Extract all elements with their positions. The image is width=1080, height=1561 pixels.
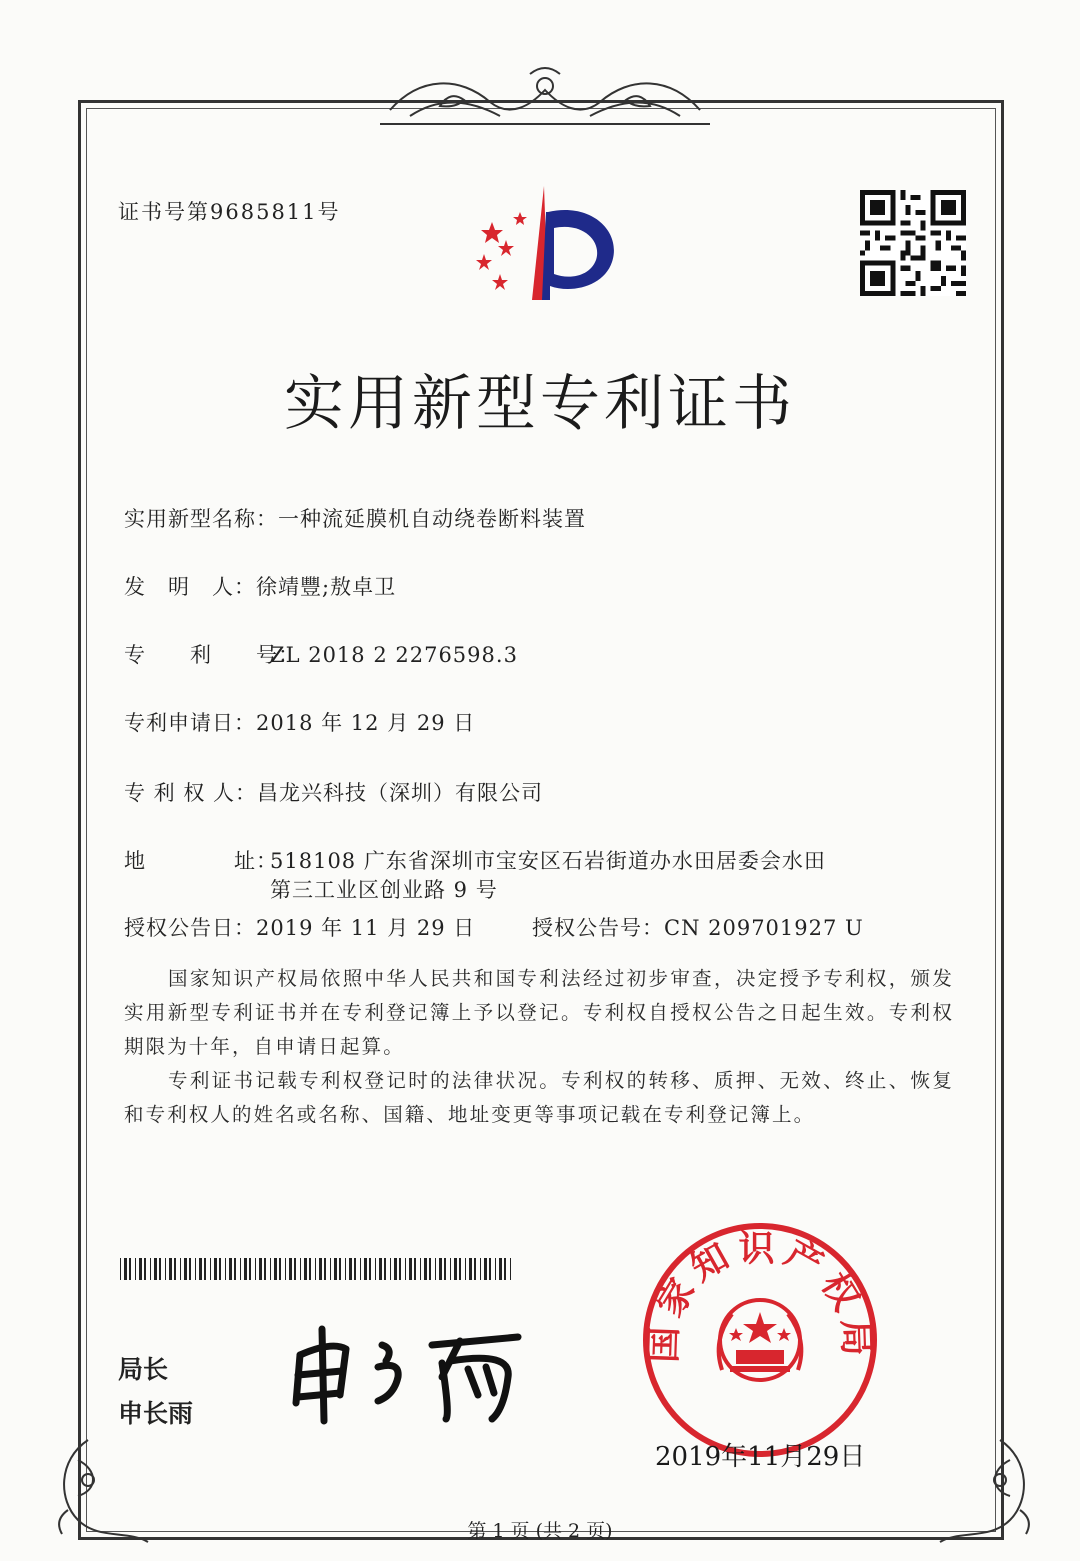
application-date-label: 专利申请日：: [124, 711, 256, 735]
field-utility-model-name: [124, 503, 586, 533]
grant-date-label: 授权公告日：: [124, 916, 256, 940]
field-application-date: [124, 707, 475, 737]
address-label: 地 址：: [124, 849, 278, 873]
official-seal-icon: [640, 1220, 880, 1460]
director-signature-icon: [282, 1315, 532, 1425]
application-date-value: 2018 年 12 月 29 日: [256, 711, 476, 735]
qr-code-icon[interactable]: [860, 190, 966, 296]
field-patentee: [124, 777, 543, 807]
legal-paragraph-1: 国家知识产权局依照中华人民共和国专利法经过初步审查，决定授予专利权，颁发实用新型专利证书并在专利登记簿上予以登记。专利权自授权公告之日起生效。专利权期限为十年，自申请日起算。: [124, 967, 954, 1058]
top-ornament-icon: [380, 66, 710, 132]
patent-number-value: ZL 2018 2 2276598.3: [270, 643, 518, 667]
utility-model-name-value: 一种流延膜机自动绕卷断料装置: [278, 507, 586, 531]
patent-number-label: 专 利 号：: [124, 643, 300, 667]
field-grant-date: [124, 912, 475, 942]
patent-office-emblem-icon: [462, 182, 632, 312]
grant-number-label: 授权公告号：: [532, 916, 664, 940]
address-line2: 第三工业区创业路 9 号: [270, 878, 498, 902]
certificate-number: 证书号第9685811号: [118, 200, 341, 224]
director-role: 局长: [118, 1355, 169, 1384]
address-line1: 518108 广东省深圳市宝安区石岩街道办水田居委会水田: [270, 849, 826, 873]
patentee-value: 昌龙兴科技（深圳）有限公司: [257, 781, 544, 805]
seal-date: 2019年11月29日: [655, 1442, 866, 1472]
svg-text:国家知识产权局: 国家知识产权局: [643, 1228, 877, 1364]
field-inventor: [124, 571, 396, 601]
director-name: 申长雨: [118, 1399, 194, 1428]
legal-paragraph-2: 专利证书记载专利权登记时的法律状况。专利权的转移、质押、无效、终止、恢复和专利权人的姓名或名称、国籍、地址变更等事项记载在专利登记簿上。: [124, 1069, 954, 1126]
inventor-label: 发 明 人：: [124, 575, 256, 599]
grant-date-value: 2019 年 11 月 29 日: [256, 916, 476, 940]
barcode-icon: [120, 1258, 514, 1280]
certificate-title: 实用新型专利证书: [284, 369, 796, 439]
inventor-value: 徐靖豐;敖卓卫: [256, 575, 397, 599]
field-address: [124, 845, 826, 875]
page-number: 第 1 页 (共 2 页): [467, 1520, 613, 1542]
grant-number-value: CN 209701927 U: [664, 916, 864, 940]
patentee-label: 专 利 权 人：: [124, 781, 258, 805]
field-grant-number: [532, 912, 864, 942]
field-patent-number: [124, 639, 518, 669]
utility-model-name-label: 实用新型名称：: [124, 507, 278, 531]
